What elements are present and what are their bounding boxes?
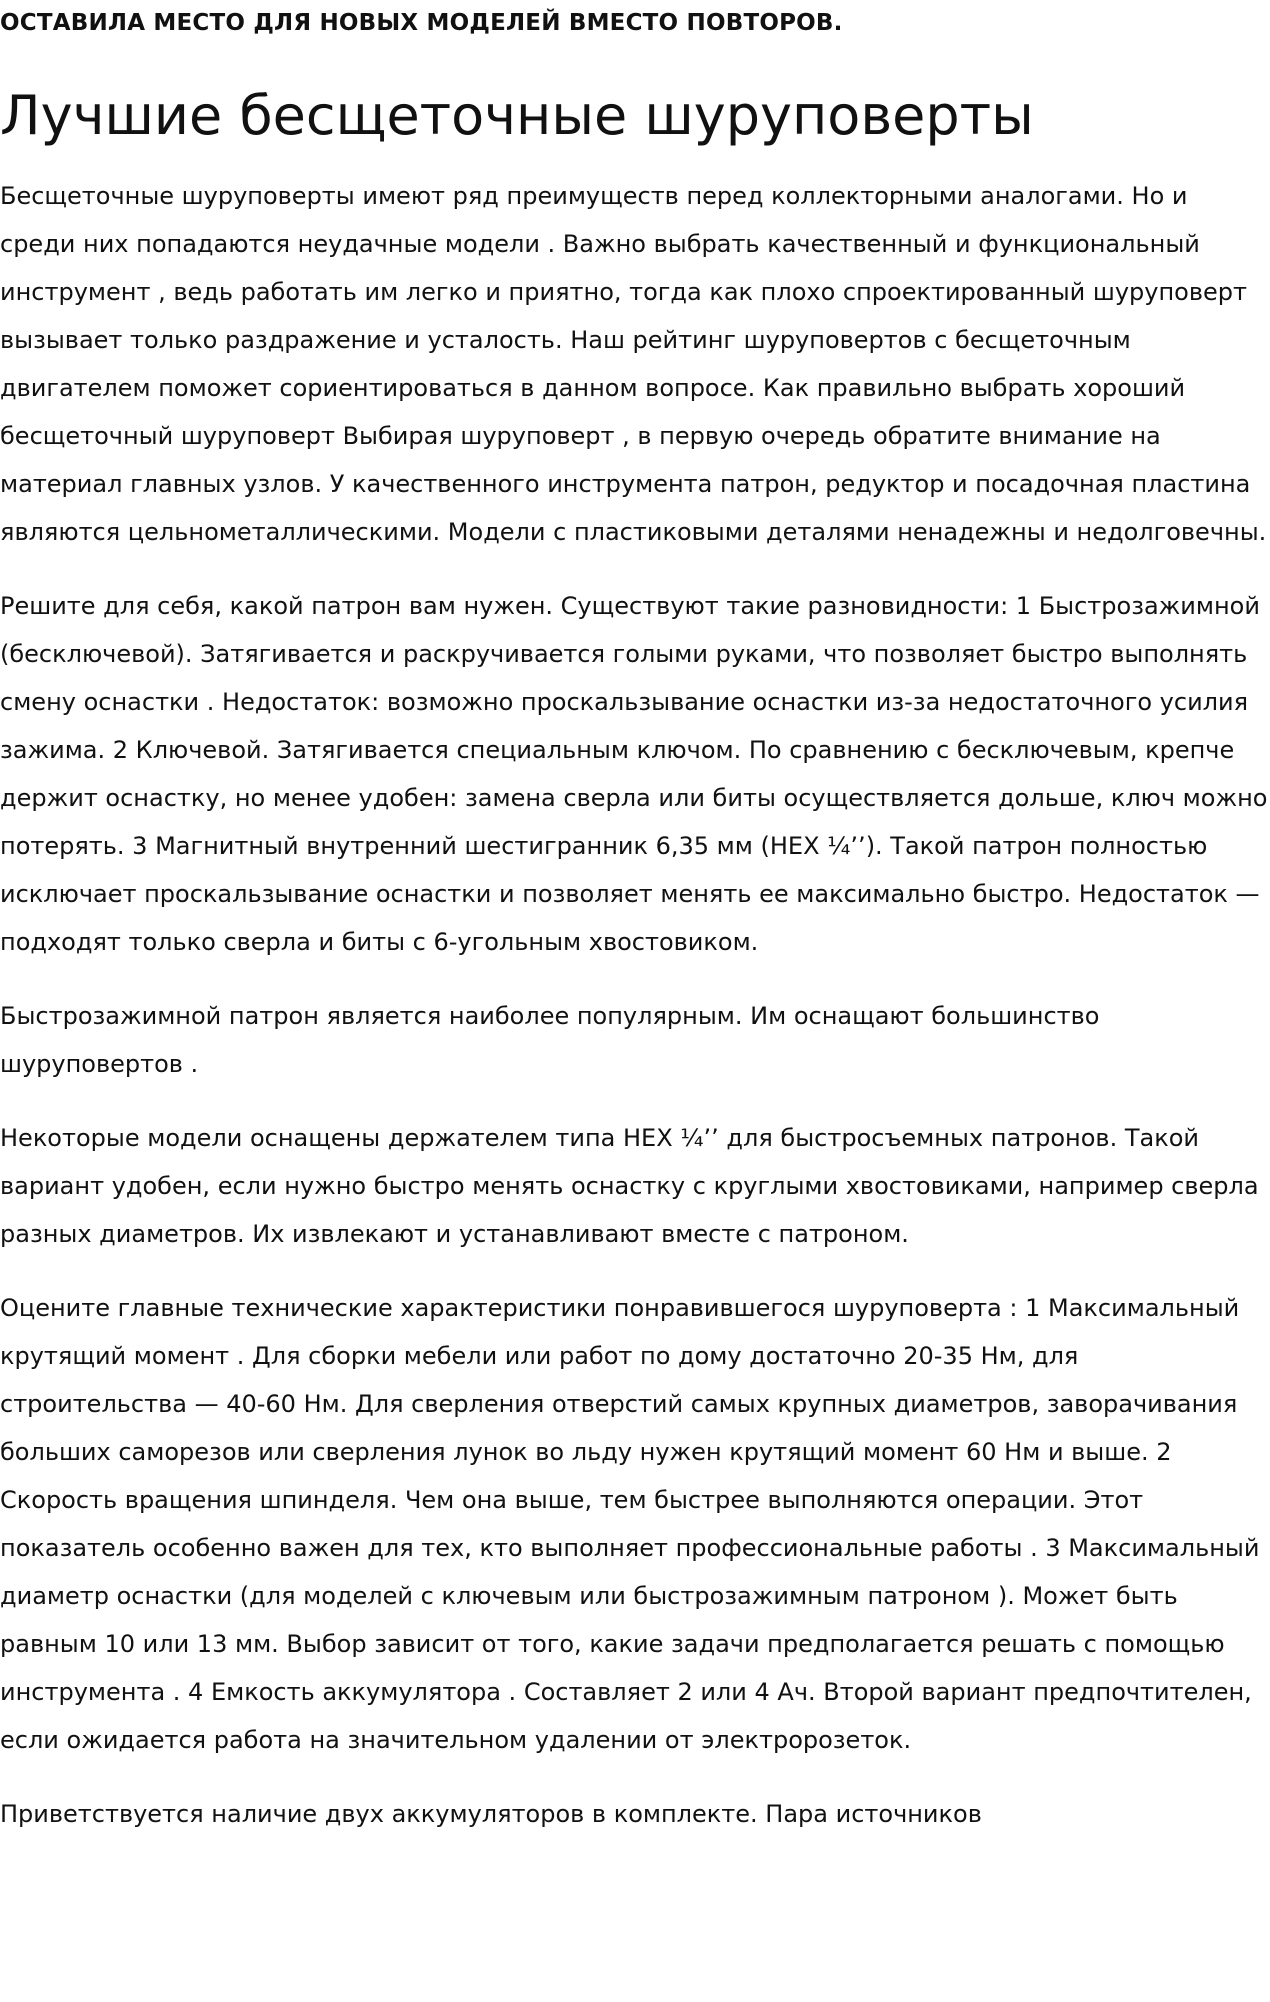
article-paragraph: Быстрозажимной патрон является наиболее популярным. Им оснащают большинство шуруповертов . [0,1002,1100,1078]
article-paragraph: Приветствуется наличие двух аккумуляторов в комплекте. Пара источников [0,1800,982,1828]
article-kicker: ОСТАВИЛА МЕСТО ДЛЯ НОВЫХ МОДЕЛЕЙ ВМЕСТО ПОВТОРОВ. [0,10,843,36]
article-paragraph: Бесщеточные шуруповерты имеют ряд преимуществ перед коллекторными аналогами. Но и среди них попадаются неудачные модели . Важно выбрать качественный и функциональный инструмент , ведь работать им легко и приятно, тогда как плохо спроектированный шуруповерт вызывает только раздражение и усталость. Наш рейтинг шуруповертов с бесщеточным двигателем поможет сориентироваться в данном вопросе. Как правильно выбрать хороший бесщеточный шуруповерт Выбирая шуруповерт , в первую очередь обратите внимание на материал главных узлов. У качественного инструмента патрон, редуктор и посадочная пластина являются цельнометаллическими. Модели с пластиковыми деталями ненадежны и недолговечны. [0,182,1267,546]
article-title: Лучшие бесщеточные шуруповерты [0,84,1034,147]
article-paragraph: Оцените главные технические характеристики понравившегося шуруповерта : 1 Максимальный крутящий момент . Для сборки мебели или работ по дому достаточно 20-35 Нм, для строительства — 40-60 Нм. Для сверления отверстий самых крупных диаметров, заворачивания больших саморезов или сверления лунок во льду нужен крутящий момент 60 Нм и выше. 2 Скорость вращения шпинделя. Чем она выше, тем быстрее выполняются операции. Этот показатель особенно важен для тех, кто выполняет профессиональные работы . 3 Максимальный диаметр оснастки (для моделей с ключевым или быстрозажимным патроном ). Может быть равным 10 или 13 мм. Выбор зависит от того, какие задачи предполагается решать с помощью инструмента . 4 Емкость аккумулятора . Составляет 2 или 4 Ач. Второй вариант предпочтителен, если ожидается работа на значительном удалении от электророзеток. [0,1294,1260,1754]
article-paragraph: Некоторые модели оснащены держателем типа HEX ¼’’ для быстросъемных патронов. Такой вариант удобен, если нужно быстро менять оснастку с круглыми хвостовиками, например сверла разных диаметров. Их извлекают и устанавливают вместе с патроном. [0,1124,1259,1248]
article-paragraph: Решите для себя, какой патрон вам нужен. Существуют такие разновидности: 1 Быстрозажимной (бесключевой). Затягивается и раскручивается голыми руками, что позволяет быстро выполнять смену оснастки . Недостаток: возможно проскальзывание оснастки из-за недостаточного усилия зажима. 2 Ключевой. Затягивается специальным ключом. По сравнению с бесключевым, крепче держит оснастку, но менее удобен: замена сверла или биты осуществляется дольше, ключ можно потерять. 3 Магнитный внутренний шестигранник 6,35 мм (HEX ¼’’). Такой патрон полностью исключает проскальзывание оснастки и позволяет менять ее максимально быстро. Недостаток — подходят только сверла и биты с 6-угольным хвостовиком. [0,592,1268,956]
